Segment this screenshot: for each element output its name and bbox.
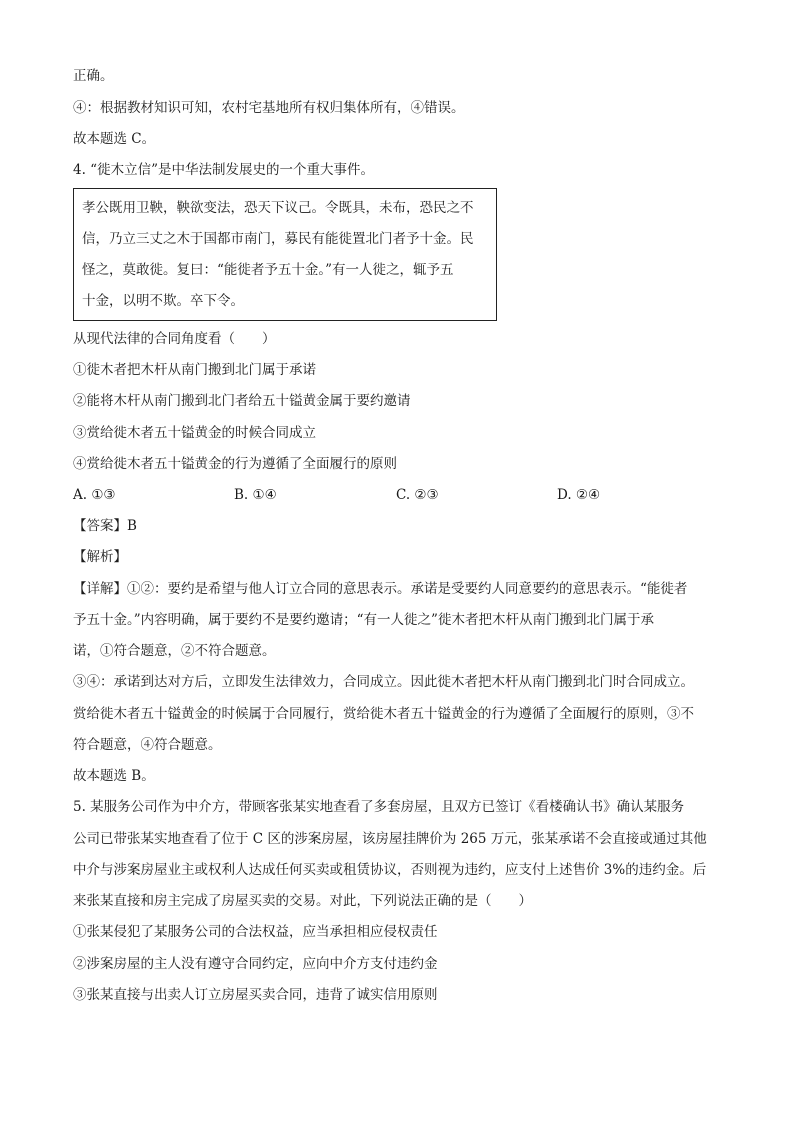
question-4-item: ②能将木杆从南门搬到北门者给五十镒黄金属于要约邀请 (73, 393, 411, 409)
question-5-line: 来张某直接和房主完成了房屋买卖的交易。对此，下列说法正确的是（ ） (73, 893, 532, 909)
analysis-label: 【解析】 (73, 549, 127, 565)
text-line: ④：根据教材知识可知，农村宅基地所有权归集体所有，④错误。 (73, 100, 465, 116)
question-5-item: ③张某直接与出卖人订立房屋买卖合同，违背了诚实信用原则 (73, 987, 438, 1003)
analysis-line: 诺，①符合题意，②不符合题意。 (73, 643, 276, 659)
quote-box (73, 188, 497, 321)
question-5-line: 5. 某服务公司作为中介方，带顾客张某实地查看了多套房屋，且双方已签订《看楼确认书》确认某服务 (73, 799, 685, 815)
question-4-item: ④赏给徙木者五十镒黄金的行为遵循了全面履行的原则 (73, 456, 397, 472)
analysis-line: 【详解】①②：要约是希望与他人订立合同的意思表示。承诺是受要约人同意要约的意思表示。“能徙者 (73, 581, 688, 597)
quote-line: 信，乃立三丈之木于国都市南门，募民有能徙置北门者予十金。民 (82, 231, 474, 247)
text-line: 故本题选 C。 (73, 131, 156, 147)
option-b: B. ①④ (234, 487, 277, 503)
question-4-stem: 从现代法律的合同角度看（ ） (73, 331, 276, 347)
quote-line: 怪之，莫敢徙。复曰：“能徙者予五十金。”有一人徙之，辄予五 (82, 262, 454, 278)
option-d: D. ②④ (557, 487, 601, 503)
answer-label: 【答案】B (73, 518, 137, 534)
analysis-line: 故本题选 B。 (73, 768, 155, 784)
option-c: C. ②③ (396, 487, 439, 503)
question-5-item: ①张某侵犯了某服务公司的合法权益，应当承担相应侵权责任 (73, 924, 438, 940)
analysis-line: ③④：承诺到达对方后，立即发生法律效力，合同成立。因此徙木者把木杆从南门搬到北门时合同成立。 (73, 674, 694, 690)
question-5-line: 中介与涉案房屋业主或权利人达成任何买卖或租赁协议，否则视为违约，应支付上述售价 3%的违约金。后 (73, 862, 707, 878)
quote-line: 十金，以明不欺。卒下令。 (82, 293, 244, 309)
quote-line: 孝公既用卫鞅，鞅欲变法，恐天下议己。令既具，未布，恐民之不 (82, 200, 474, 216)
analysis-line: 符合题意，④符合题意。 (73, 737, 222, 753)
analysis-line: 予五十金。”内容明确，属于要约不是要约邀请；“有一人徙之”徙木者把木杆从南门搬到北门属于承 (73, 612, 654, 628)
question-5-item: ②涉案房屋的主人没有遵守合同约定，应向中介方支付违约金 (73, 956, 438, 972)
analysis-line: 赏给徙木者五十镒黄金的时候属于合同履行，赏给徙木者五十镒黄金的行为遵循了全面履行的原则，③不 (73, 706, 694, 722)
question-4-item: ③赏给徙木者五十镒黄金的时候合同成立 (73, 425, 316, 441)
question-4-item: ①徙木者把木杆从南门搬到北门属于承诺 (73, 362, 316, 378)
option-a: A. ①③ (73, 487, 116, 503)
text-line: 正确。 (73, 68, 114, 84)
question-5-line: 公司已带张某实地查看了位于 C 区的涉案房屋，该房屋挂牌价为 265 万元，张某承诺不会直接或通过其他 (73, 831, 707, 847)
question-4-title: 4. “徙木立信”是中华法制发展史的一个重大事件。 (73, 162, 374, 178)
